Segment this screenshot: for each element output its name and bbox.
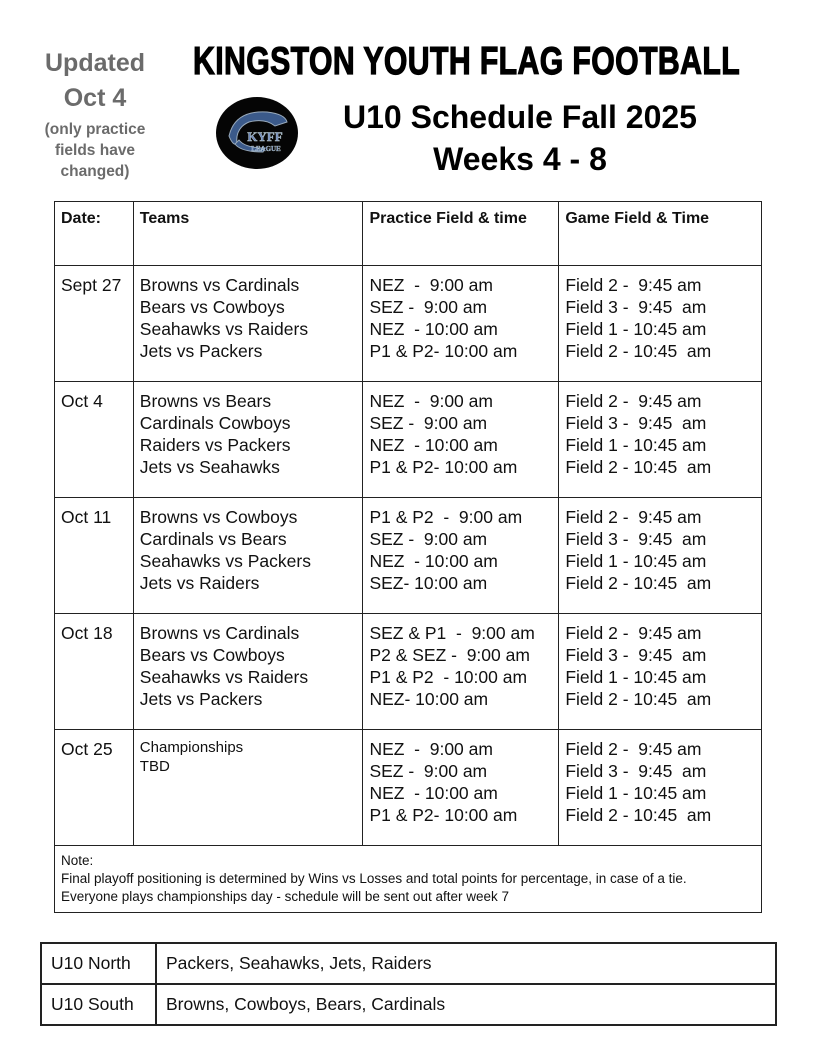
practice-cell: [363, 382, 559, 498]
team-matchup: Cardinals Cowboys: [139, 413, 291, 433]
practice-slot: P1 & P2 - 9:00 am: [369, 507, 523, 527]
game-slot: Field 3 - 9:45 am: [565, 297, 707, 317]
schedule-row: [55, 498, 762, 614]
schedule-subtitle: U10 Schedule Fall 2025: [343, 99, 697, 135]
teams-cell: [133, 730, 363, 846]
practice-slot: SEZ - 9:00 am: [369, 529, 488, 549]
practice-slot: NEZ - 10:00 am: [369, 783, 498, 803]
date-cell: Oct 11: [55, 498, 134, 614]
column-header-teams: Teams: [133, 202, 363, 266]
update-note-line: fields have: [54, 142, 136, 159]
team-matchup: Browns vs Cowboys: [139, 507, 298, 527]
game-slot: Field 1 - 10:45 am: [565, 319, 707, 339]
team-matchup: Seahawks vs Raiders: [139, 667, 309, 687]
game-slot: Field 2 - 9:45 am: [565, 391, 702, 411]
game-cell: [559, 266, 762, 382]
note-row: [55, 846, 762, 913]
team-matchup: Bears vs Cowboys: [139, 297, 285, 317]
game-slot: Field 2 - 10:45 am: [565, 457, 712, 477]
date-cell: Oct 4: [55, 382, 134, 498]
schedule-row: [55, 266, 762, 382]
team-matchup: Championships: [139, 739, 244, 756]
practice-slot: P1 & P2- 10:00 am: [369, 341, 518, 361]
practice-cell: [363, 498, 559, 614]
game-slot: Field 2 - 10:45 am: [565, 805, 712, 825]
weeks-range: Weeks 4 - 8: [433, 141, 607, 177]
update-note-line: changed): [60, 163, 130, 180]
practice-cell: [363, 266, 559, 382]
game-slot: Field 1 - 10:45 am: [565, 783, 707, 803]
team-matchup: Jets vs Raiders: [139, 573, 260, 593]
practice-slot: NEZ - 10:00 am: [369, 435, 498, 455]
update-notice: [20, 46, 170, 182]
column-header-practice: Practice Field & time: [363, 202, 559, 266]
date-cell: Oct 25: [55, 730, 134, 846]
team-matchup: Seahawks vs Packers: [139, 551, 311, 571]
game-slot: Field 1 - 10:45 am: [565, 551, 707, 571]
game-slot: Field 2 - 9:45 am: [565, 275, 702, 295]
game-slot: Field 2 - 10:45 am: [565, 689, 712, 709]
team-matchup: Browns vs Bears: [139, 391, 272, 411]
game-slot: Field 1 - 10:45 am: [565, 667, 707, 687]
game-cell: [559, 382, 762, 498]
team-matchup: Jets vs Packers: [139, 341, 263, 361]
table-header-row: [55, 202, 762, 266]
practice-cell: [363, 614, 559, 730]
practice-slot: NEZ - 9:00 am: [369, 391, 493, 411]
game-slot: Field 3 - 9:45 am: [565, 645, 707, 665]
schedule-row: [55, 614, 762, 730]
divisions-table: [40, 942, 777, 1026]
note-label: Note:: [61, 853, 94, 868]
page-title: KINGSTON YOUTH FLAG FOOTBALL: [193, 40, 741, 83]
practice-slot: NEZ - 10:00 am: [369, 551, 498, 571]
svg-text:KYFF: KYFF: [247, 129, 283, 144]
svg-text:LEAGUE: LEAGUE: [251, 145, 281, 153]
schedule-row: [55, 382, 762, 498]
division-name: U10 South: [41, 984, 156, 1025]
practice-slot: NEZ - 9:00 am: [369, 275, 493, 295]
date-cell: Oct 18: [55, 614, 134, 730]
schedule-row: [55, 730, 762, 846]
team-matchup: Cardinals vs Bears: [139, 529, 287, 549]
division-row: [41, 984, 776, 1025]
game-slot: Field 1 - 10:45 am: [565, 435, 707, 455]
game-slot: Field 2 - 10:45 am: [565, 573, 712, 593]
date-cell: Sept 27: [55, 266, 134, 382]
updated-date: Oct 4: [63, 84, 127, 112]
game-slot: Field 3 - 9:45 am: [565, 529, 707, 549]
kyff-league-logo: [215, 96, 299, 170]
practice-slot: NEZ - 9:00 am: [369, 739, 493, 759]
teams-cell: [133, 382, 363, 498]
team-matchup: Jets vs Packers: [139, 689, 263, 709]
game-slot: Field 2 - 10:45 am: [565, 341, 712, 361]
team-matchup: Browns vs Cardinals: [139, 275, 300, 295]
column-header-game: Game Field & Time: [559, 202, 762, 266]
update-note-line: (only practice: [44, 121, 146, 138]
game-cell: [559, 614, 762, 730]
practice-slot: SEZ & P1 - 9:00 am: [369, 623, 535, 643]
team-matchup: Raiders vs Packers: [139, 435, 291, 455]
teams-cell: [133, 266, 363, 382]
practice-slot: SEZ - 9:00 am: [369, 413, 488, 433]
team-matchup: Browns vs Cardinals: [139, 623, 300, 643]
practice-slot: SEZ- 10:00 am: [369, 573, 488, 593]
practice-cell: [363, 730, 559, 846]
game-slot: Field 2 - 9:45 am: [565, 507, 702, 527]
schedule-table: [54, 201, 762, 913]
division-row: [41, 943, 776, 984]
game-slot: Field 3 - 9:45 am: [565, 761, 707, 781]
division-teams: Packers, Seahawks, Jets, Raiders: [156, 943, 776, 984]
note-line: Everyone plays championships day - schedule will be sent out after week 7: [61, 889, 509, 904]
note-line: Final playoff positioning is determined by Wins vs Losses and total points for percentage, in case of a tie.: [61, 871, 687, 886]
practice-slot: SEZ - 9:00 am: [369, 761, 488, 781]
practice-slot: SEZ - 9:00 am: [369, 297, 488, 317]
game-slot: Field 2 - 9:45 am: [565, 623, 702, 643]
teams-cell: [133, 614, 363, 730]
team-matchup: Jets vs Seahawks: [139, 457, 280, 477]
updated-label: Updated: [45, 49, 145, 77]
game-cell: [559, 730, 762, 846]
practice-slot: P1 & P2- 10:00 am: [369, 457, 518, 477]
note-cell: [55, 846, 762, 913]
division-name: U10 North: [41, 943, 156, 984]
game-slot: Field 3 - 9:45 am: [565, 413, 707, 433]
game-cell: [559, 498, 762, 614]
division-teams: Browns, Cowboys, Bears, Cardinals: [156, 984, 776, 1025]
practice-slot: NEZ- 10:00 am: [369, 689, 489, 709]
team-matchup: Seahawks vs Raiders: [139, 319, 309, 339]
team-matchup: TBD: [139, 758, 170, 775]
practice-slot: P1 & P2- 10:00 am: [369, 805, 518, 825]
practice-slot: P2 & SEZ - 9:00 am: [369, 645, 530, 665]
game-slot: Field 2 - 9:45 am: [565, 739, 702, 759]
team-matchup: Bears vs Cowboys: [139, 645, 285, 665]
practice-slot: P1 & P2 - 10:00 am: [369, 667, 528, 687]
practice-slot: NEZ - 10:00 am: [369, 319, 498, 339]
teams-cell: [133, 498, 363, 614]
column-header-date: Date:: [55, 202, 134, 266]
